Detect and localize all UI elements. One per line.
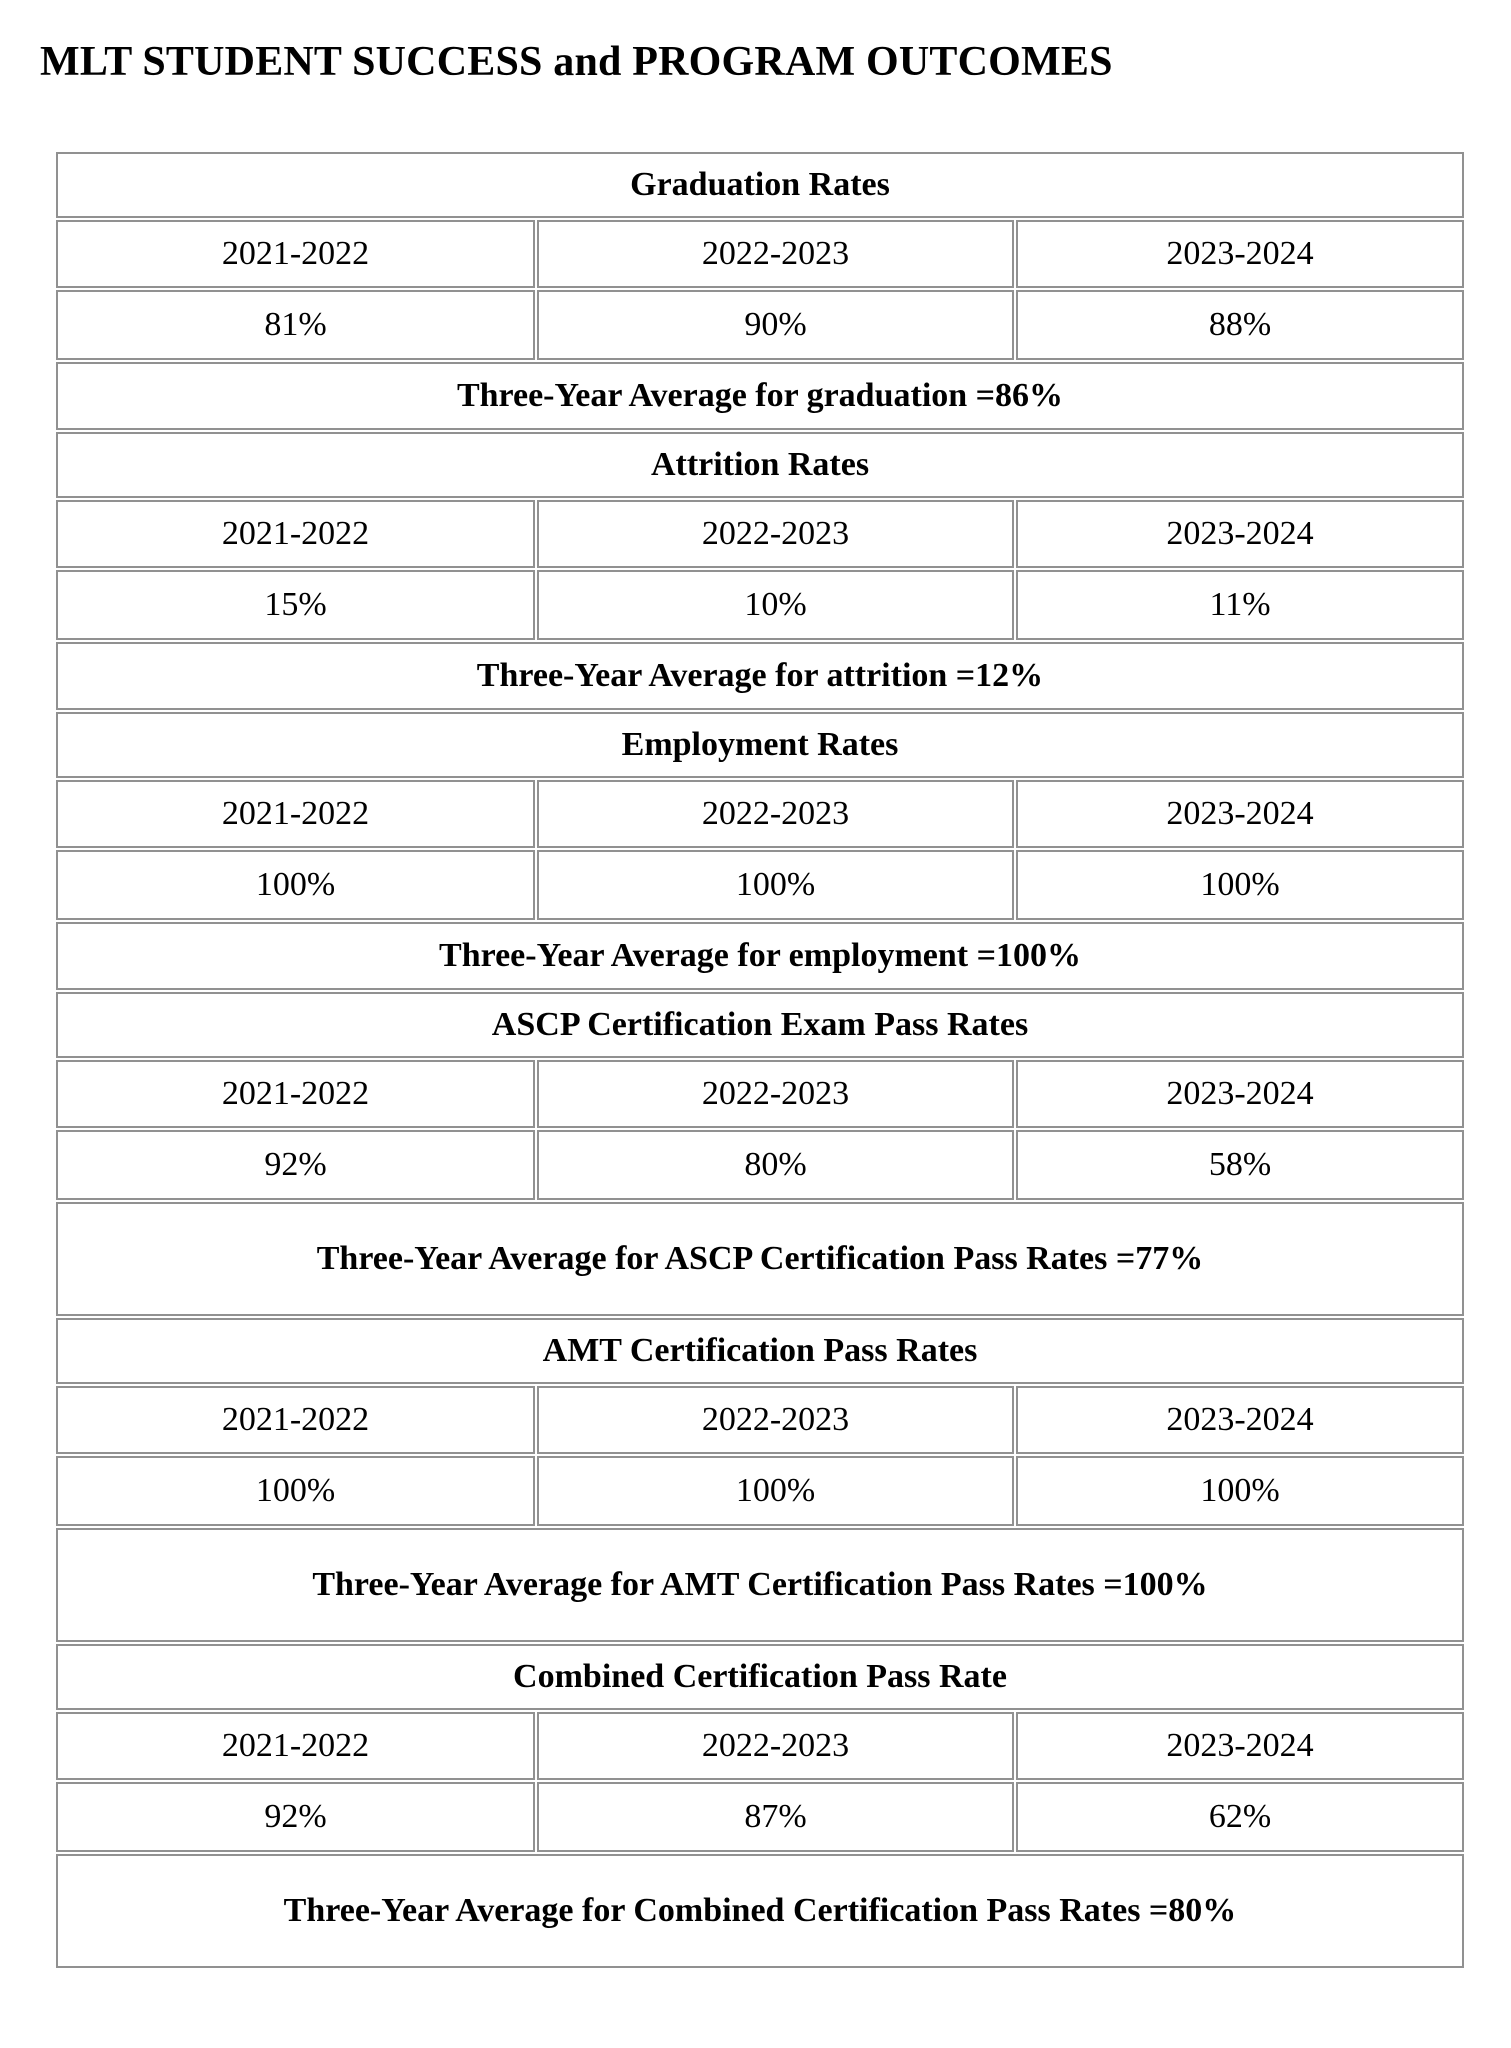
average-row — [56, 642, 1464, 710]
value-cell: 88% — [1016, 290, 1464, 360]
value-cell: 11% — [1016, 570, 1464, 640]
value-cell: 15% — [56, 570, 535, 640]
year-cell: 2023-2024 — [1016, 220, 1464, 288]
year-row — [56, 1060, 1464, 1128]
year-row — [56, 780, 1464, 848]
average-cell: Three-Year Average for graduation =86% — [56, 362, 1464, 430]
section-header-row — [56, 432, 1464, 498]
year-cell: 2021-2022 — [56, 1712, 535, 1780]
section-header-cell: Employment Rates — [56, 712, 1464, 778]
section-header-cell: Graduation Rates — [56, 152, 1464, 218]
value-cell: 81% — [56, 290, 535, 360]
year-cell: 2023-2024 — [1016, 1386, 1464, 1454]
average-cell: Three-Year Average for employment =100% — [56, 922, 1464, 990]
section-header-cell: Attrition Rates — [56, 432, 1464, 498]
value-cell: 100% — [1016, 1456, 1464, 1526]
value-cell: 92% — [56, 1782, 535, 1852]
value-cell: 90% — [537, 290, 1014, 360]
year-cell: 2023-2024 — [1016, 1712, 1464, 1780]
section-header-row — [56, 992, 1464, 1058]
section-header-row — [56, 712, 1464, 778]
average-cell: Three-Year Average for ASCP Certification Pass Rates =77% — [56, 1202, 1464, 1316]
average-row — [56, 1202, 1464, 1316]
section-header-row — [56, 1318, 1464, 1384]
value-cell: 100% — [537, 1456, 1014, 1526]
section-header-row — [56, 1644, 1464, 1710]
year-cell: 2022-2023 — [537, 1386, 1014, 1454]
value-row — [56, 1782, 1464, 1852]
section-header-cell: AMT Certification Pass Rates — [56, 1318, 1464, 1384]
value-cell: 10% — [537, 570, 1014, 640]
average-row — [56, 1528, 1464, 1642]
value-row — [56, 1130, 1464, 1200]
average-row — [56, 922, 1464, 990]
section-header-cell: Combined Certification Pass Rate — [56, 1644, 1464, 1710]
value-cell: 100% — [56, 850, 535, 920]
section-header-cell: ASCP Certification Exam Pass Rates — [56, 992, 1464, 1058]
value-cell: 100% — [56, 1456, 535, 1526]
year-cell: 2022-2023 — [537, 500, 1014, 568]
year-cell: 2022-2023 — [537, 220, 1014, 288]
value-cell: 62% — [1016, 1782, 1464, 1852]
year-cell: 2023-2024 — [1016, 500, 1464, 568]
year-cell: 2021-2022 — [56, 500, 535, 568]
average-cell: Three-Year Average for AMT Certification Pass Rates =100% — [56, 1528, 1464, 1642]
year-cell: 2021-2022 — [56, 780, 535, 848]
year-cell: 2022-2023 — [537, 1712, 1014, 1780]
value-cell: 100% — [1016, 850, 1464, 920]
average-row — [56, 1854, 1464, 1968]
outcomes-table — [54, 150, 1466, 1970]
value-row — [56, 570, 1464, 640]
value-row — [56, 850, 1464, 920]
value-cell: 58% — [1016, 1130, 1464, 1200]
value-row — [56, 290, 1464, 360]
year-cell: 2023-2024 — [1016, 780, 1464, 848]
year-cell: 2021-2022 — [56, 220, 535, 288]
page-title: MLT STUDENT SUCCESS and PROGRAM OUTCOMES — [40, 39, 1113, 85]
value-cell: 100% — [537, 850, 1014, 920]
year-cell: 2021-2022 — [56, 1386, 535, 1454]
year-cell: 2023-2024 — [1016, 1060, 1464, 1128]
year-row — [56, 220, 1464, 288]
average-cell: Three-Year Average for attrition =12% — [56, 642, 1464, 710]
value-cell: 87% — [537, 1782, 1014, 1852]
year-cell: 2022-2023 — [537, 1060, 1014, 1128]
value-row — [56, 1456, 1464, 1526]
year-row — [56, 500, 1464, 568]
average-cell: Three-Year Average for Combined Certification Pass Rates =80% — [56, 1854, 1464, 1968]
year-cell: 2021-2022 — [56, 1060, 535, 1128]
year-row — [56, 1712, 1464, 1780]
value-cell: 92% — [56, 1130, 535, 1200]
year-row — [56, 1386, 1464, 1454]
value-cell: 80% — [537, 1130, 1014, 1200]
year-cell: 2022-2023 — [537, 780, 1014, 848]
average-row — [56, 362, 1464, 430]
section-header-row — [56, 152, 1464, 218]
